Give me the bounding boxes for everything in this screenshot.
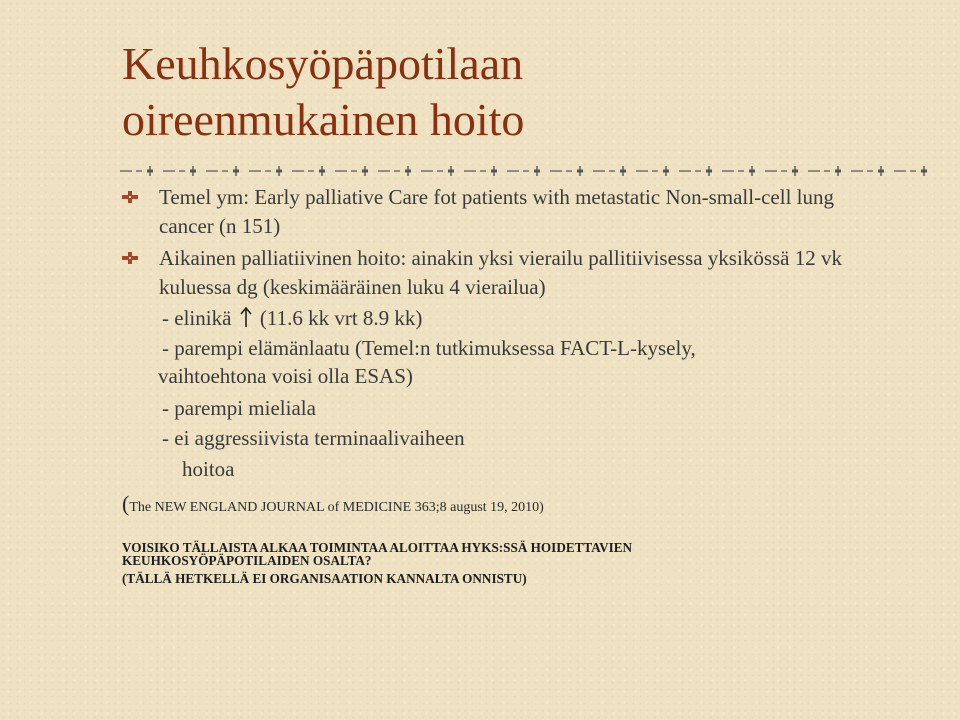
note-line-3: (TÄLLÄ HETKELLÄ EI ORGANISAATION KANNALTA ONNISTU) xyxy=(122,571,527,586)
title-line-1: Keuhkosyöpäpotilaan xyxy=(122,38,524,89)
divider-ornament xyxy=(448,170,454,173)
no-aggressive-line: - ei aggressiivista terminaalivaiheen xyxy=(162,426,465,450)
reference-paren: ( xyxy=(122,491,130,516)
divider-ornament xyxy=(362,170,368,173)
slide-title xyxy=(122,36,524,148)
mood-line: - parempi mieliala xyxy=(162,396,316,420)
note-line-2: KEUHKOSYÖPÄPOTILAIDEN OSALTA? xyxy=(122,553,372,568)
reference-text: The NEW ENGLAND JOURNAL of MEDICINE 363;8 august 19, 2010) xyxy=(129,500,544,515)
up-arrow-icon xyxy=(239,306,253,328)
title-line-2: oireenmukainen hoito xyxy=(122,94,525,145)
lifespan-prefix: - elinikä xyxy=(162,306,232,330)
divider-ornament xyxy=(835,170,841,173)
divider-ornament xyxy=(147,170,153,173)
lifespan-values: (11.6 kk vrt 8.9 kk) xyxy=(259,306,423,330)
lifespan-line xyxy=(162,304,422,333)
bullet-text-1: Temel ym: Early palliative Care fot patients with metastatic Non-small-cell lung cancer (n 151) xyxy=(159,185,834,238)
quality-of-life-line-cont: vaihtoehtona voisi olla ESAS) xyxy=(158,364,413,388)
divider-ornament xyxy=(534,170,540,173)
divider-ornament xyxy=(491,170,497,173)
bullet-item-1 xyxy=(122,183,882,241)
quality-of-life-line: - parempi elämänlaatu (Temel:n tutkimuksessa FACT-L-kysely, xyxy=(162,336,696,360)
divider-ornament xyxy=(792,170,798,173)
ornament-bullet-icon xyxy=(122,191,138,203)
divider-ornament xyxy=(190,170,196,173)
divider-ornament xyxy=(663,170,669,173)
ornament-bullet-icon xyxy=(122,252,138,264)
treatment-line: hoitoa xyxy=(182,457,235,481)
bullet-item-2 xyxy=(122,244,882,302)
divider-ornament xyxy=(276,170,282,173)
divider-ornament xyxy=(878,170,884,173)
divider-ornament xyxy=(620,170,626,173)
divider-ornament xyxy=(319,170,325,173)
ornamental-divider xyxy=(120,164,928,178)
divider-ornament xyxy=(706,170,712,173)
bullet-text-2: Aikainen palliatiivinen hoito: ainakin yksi vierailu pallitiivisessa yksikössä 12 vk kuluessa dg (keskimääräinen luku 4 vierailua) xyxy=(159,246,842,299)
journal-reference xyxy=(122,491,544,517)
divider-ornament xyxy=(749,170,755,173)
note-line-1: VOISIKO TÄLLAISTA ALKAA TOIMINTAA ALOITTAA HYKS:SSÄ HOIDETTAVIEN xyxy=(122,540,633,555)
divider-ornament xyxy=(405,170,411,173)
divider-ornament xyxy=(921,170,927,173)
divider-ornament xyxy=(577,170,583,173)
divider-ornament xyxy=(233,170,239,173)
